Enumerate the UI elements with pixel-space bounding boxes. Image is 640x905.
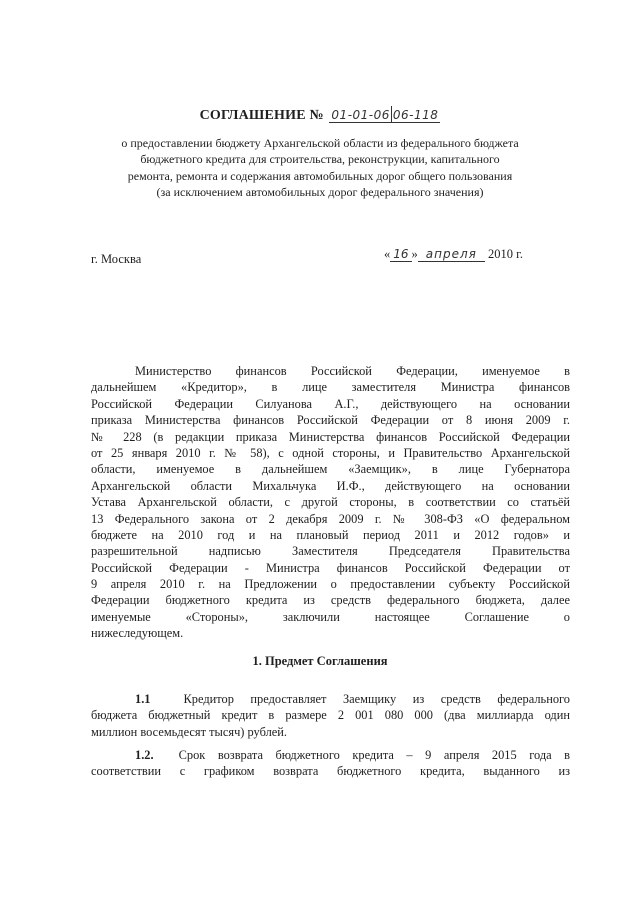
handwritten-agreement-number (329, 108, 440, 123)
preamble-line: Архангельской области Михальчука И.Ф., действующего на основании (91, 478, 570, 493)
place-of-signing: г. Москва (91, 252, 142, 266)
title-prefix: СОГЛАШЕНИЕ № (199, 108, 324, 123)
clause-line (91, 691, 570, 707)
date-month-handwritten: апреля (418, 247, 485, 262)
date-year: 2010 г. (488, 247, 523, 261)
preamble-line: 9 апреля 2010 г. на Предложении о предоставлении субъекту Российской (91, 577, 570, 592)
clause-1-2 (91, 747, 570, 780)
subtitle-line: о предоставлении бюджету Архангельской области из федерального бюджета (121, 136, 519, 150)
clause-text: Срок возврата бюджетного кредита – 9 апреля 2015 года в (178, 748, 570, 762)
preamble-line: Российской Федерации Силуанова А.Г., действующего на основании (91, 396, 570, 411)
subtitle-line: бюджетного кредита для строительства, реконструкции, капитального (140, 152, 500, 167)
handwritten-number-part-b: 06-118 (392, 108, 439, 122)
preamble-line: Российской Федерации - Министра финансов Российской Федерации от (91, 560, 570, 575)
clause-line: соответствии с графиком возврата бюджетного кредита, выданного из (91, 764, 570, 779)
agreement-subtitle (60, 135, 580, 201)
preamble-line: от 25 января 2010 г. № 58), с одной стороны, и Правительство Архангельской (91, 445, 570, 460)
clause-text: Кредитор предоставляет Заемщику из средств федерального (183, 692, 570, 706)
clause-line: бюджета бюджетный кредит в размере 2 001 080 000 (два миллиарда один (91, 708, 570, 723)
preamble-line: разрешительной надписью Заместителя Председателя Правительства (91, 544, 570, 559)
preamble-paragraph (91, 363, 570, 642)
preamble-line: нижеследующем. (91, 626, 184, 641)
preamble-line: Устава Архангельской области, с другой стороны, в соответствии со статьёй (91, 495, 570, 510)
preamble-line: именуемые «Стороны», заключили настоящее Соглашение о (91, 609, 570, 624)
clause-number: 1.2. (135, 748, 154, 762)
clause-1-1 (91, 691, 570, 740)
subtitle-line: ремонта, ремонта и содержания автомобильных дорог общего пользования (127, 168, 513, 183)
preamble-line: приказа Министерства финансов Российской Федерации от 8 июня 2009 г. (91, 413, 570, 428)
preamble-line: № 228 (в редакции приказа Министерства финансов Российской Федерации (91, 429, 570, 444)
clause-number: 1.1 (135, 692, 151, 706)
agreement-title (0, 106, 640, 124)
signing-date (384, 247, 523, 262)
date-open-quote: « (384, 247, 391, 261)
preamble-line: 13 Федерального закона от 2 декабря 2009 г. № 308-ФЗ «О федеральном (91, 511, 570, 526)
date-close-quote: » (411, 247, 418, 261)
preamble-line: бюджете на 2010 год и на плановый период 2011 и 2012 годов» и (91, 527, 570, 542)
clause-line: миллион восемьдесят тысяч) рублей. (91, 724, 287, 739)
preamble-line: Федерации бюджетного кредита из средств федерального бюджета, далее (91, 593, 570, 608)
handwritten-number-part-a: 01-01-06 (331, 108, 390, 122)
preamble-line: дальнейшем «Кредитор», в лице заместителя Министра финансов (91, 380, 570, 395)
preamble-line: области, именуемое в дальнейшем «Заемщик», в лице Губернатора (91, 462, 570, 477)
section-heading: 1. Предмет Соглашения (252, 654, 388, 668)
date-day-handwritten: 16 (390, 247, 411, 262)
subtitle-line: (за исключением автомобильных дорог федерального значения) (156, 185, 484, 200)
clause-line (91, 747, 570, 763)
preamble-line: Министерство финансов Российской Федерации, именуемое в (135, 364, 570, 378)
